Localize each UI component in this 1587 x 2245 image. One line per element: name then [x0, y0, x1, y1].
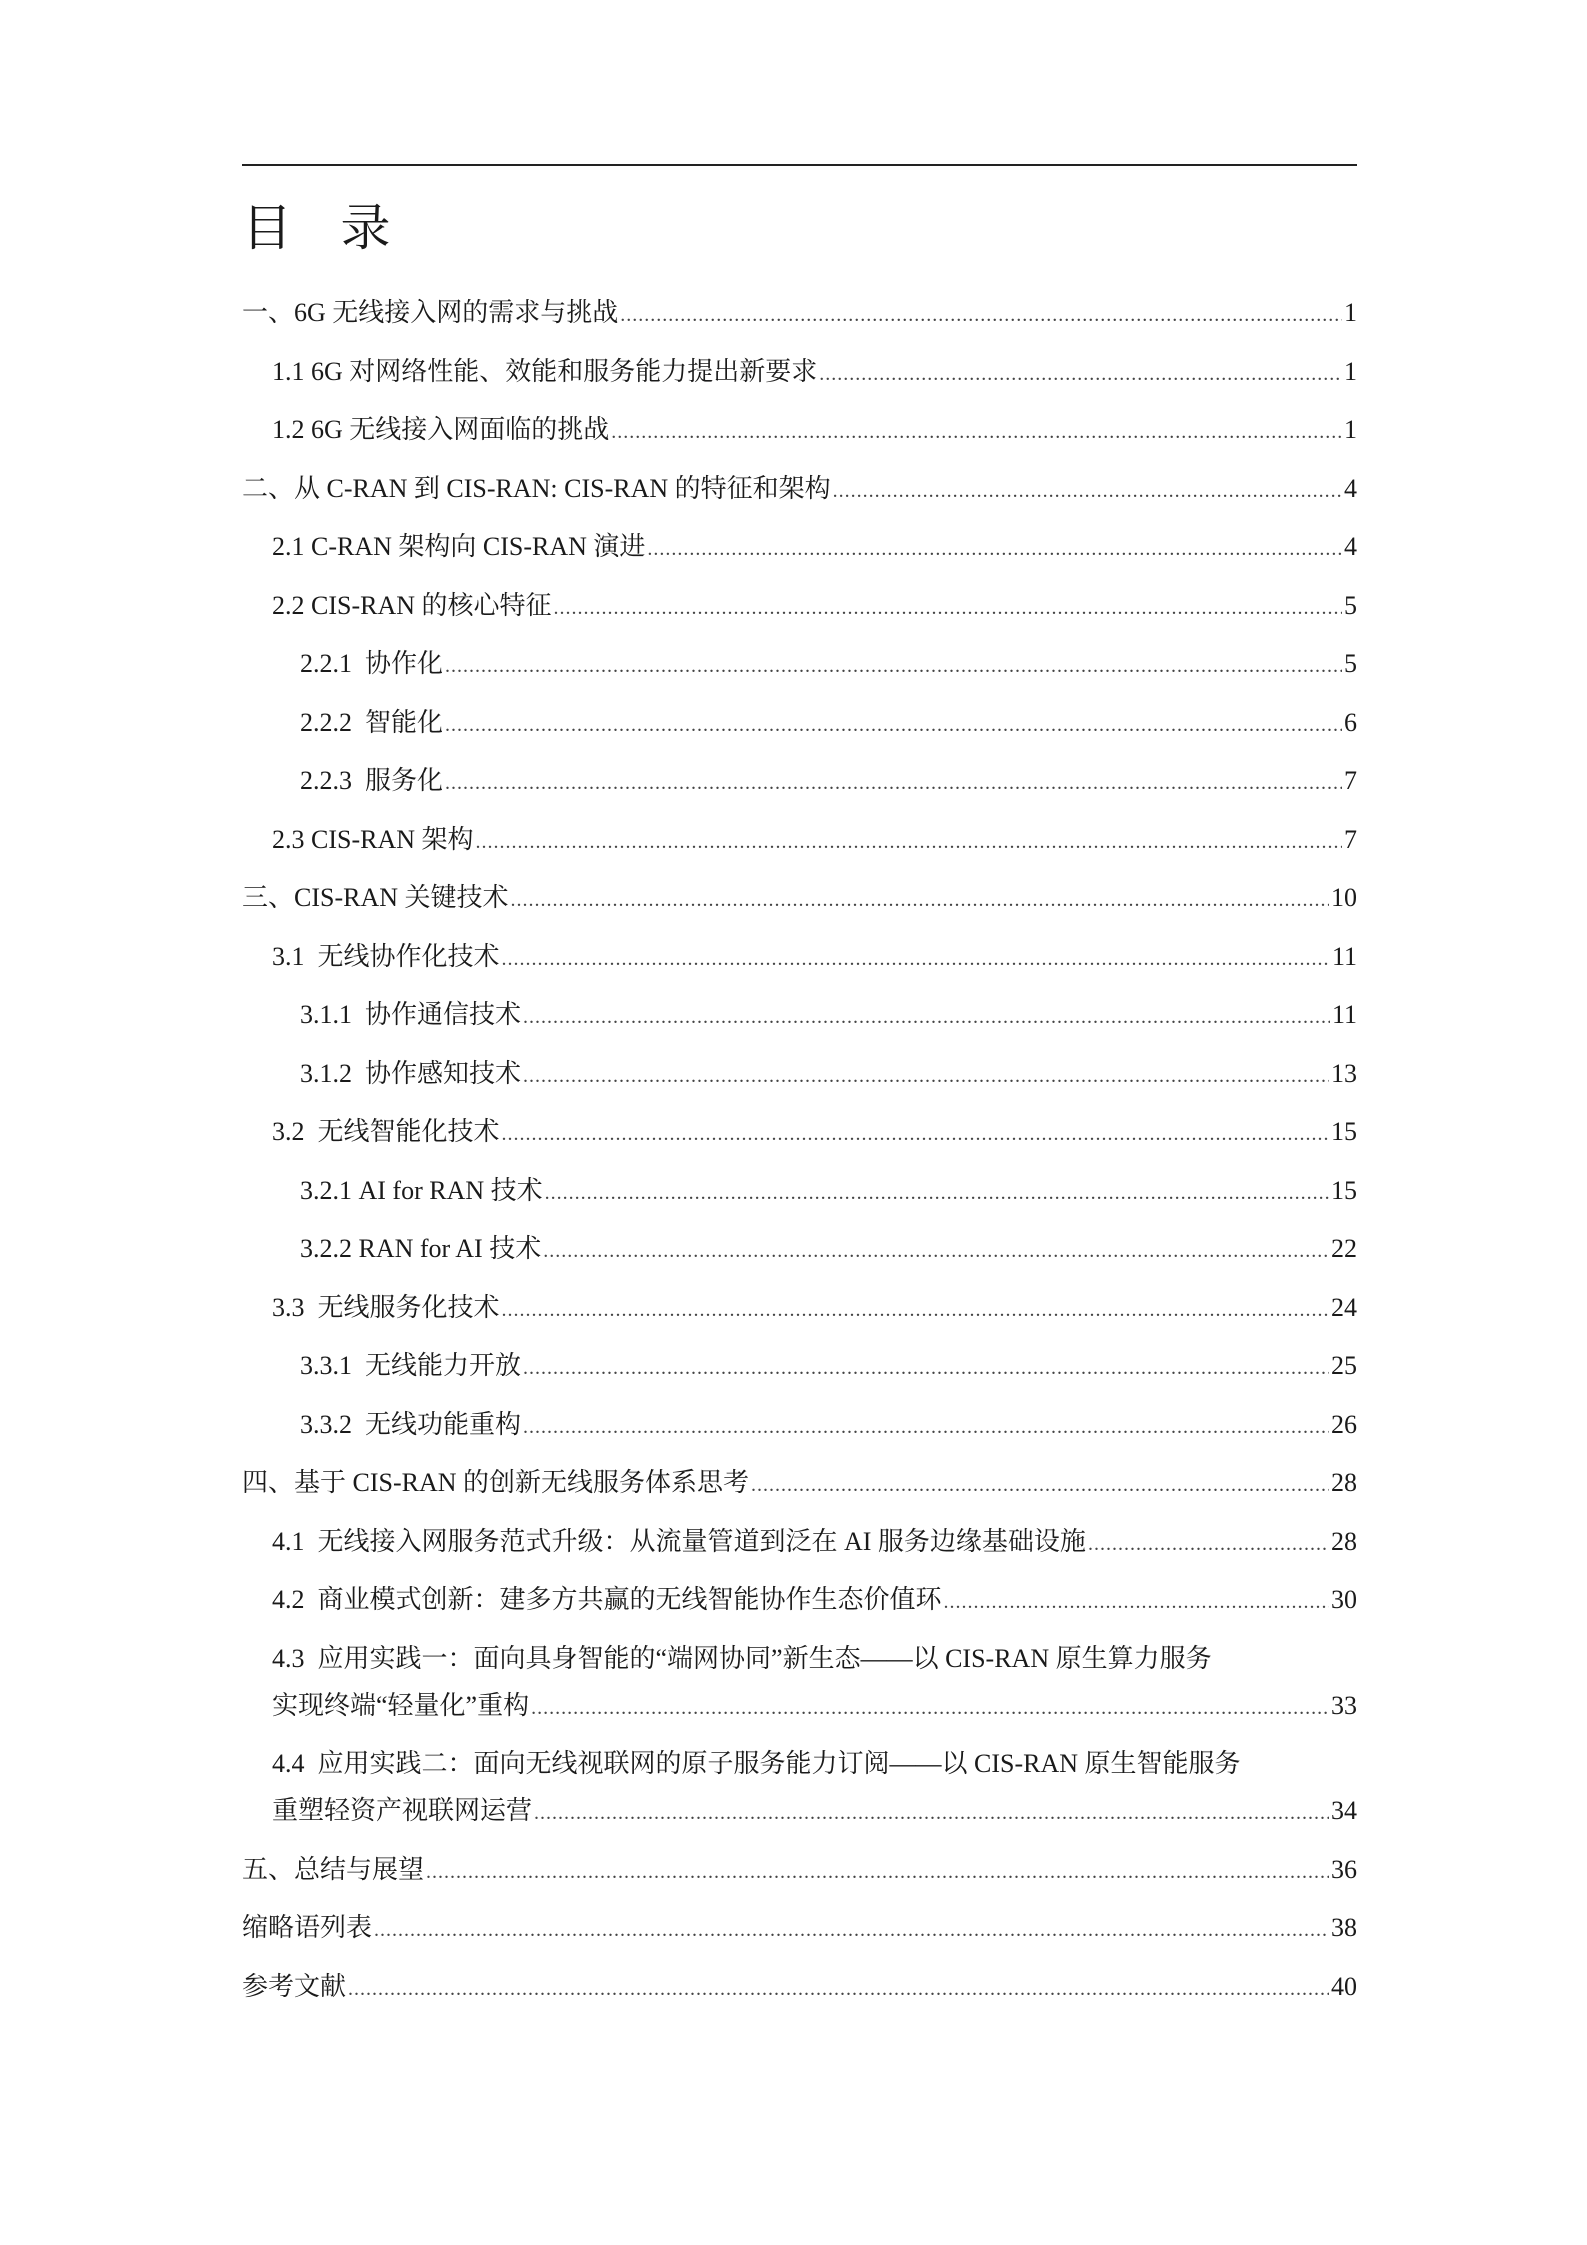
- toc-entry-number: 3.1.2: [300, 1058, 365, 1088]
- toc-entry[interactable]: [242, 877, 1357, 936]
- toc-entry-title: 应用实践二：面向无线视联网的原子服务能力订阅——以 CIS-RAN 原生智能服务: [317, 1749, 1241, 1778]
- toc-entry-title: 无线服务化技术: [317, 1292, 500, 1322]
- toc-entry[interactable]: [242, 1849, 1357, 1908]
- toc-leader-dots: [445, 762, 1342, 804]
- toc-entry[interactable]: [242, 760, 1357, 819]
- toc-leader-dots: [647, 528, 1342, 570]
- toc-leader-dots: [426, 1851, 1329, 1893]
- toc-entry[interactable]: [242, 1743, 1357, 1849]
- toc-entry-title-continued: 实现终端“轻量化”重构: [272, 1690, 530, 1720]
- toc-entry-page: 30: [1331, 1585, 1357, 1614]
- toc-entry-number: 五、: [242, 1854, 295, 1884]
- toc-entry-title: 6G 无线接入网的需求与挑战: [294, 298, 619, 327]
- toc-leader-dots: [534, 1792, 1329, 1834]
- toc-leader-dots: [374, 1909, 1329, 1951]
- toc-leader-dots: [348, 1968, 1329, 2010]
- toc-entry-number: 二、: [242, 473, 295, 503]
- toc-entry[interactable]: [242, 585, 1357, 644]
- toc-entry-title: 无线协作化技术: [317, 941, 500, 971]
- toc-entry[interactable]: [242, 468, 1357, 527]
- toc-entry[interactable]: [242, 1966, 1357, 2025]
- toc-entry-title: 商业模式创新：建多方共赢的无线智能协作生态价值环: [317, 1585, 942, 1614]
- toc-entry[interactable]: [242, 1404, 1357, 1463]
- toc-leader-dots: [833, 470, 1342, 512]
- toc-entry[interactable]: [242, 1111, 1357, 1170]
- toc-entry-page: 5: [1344, 649, 1357, 678]
- toc-entry-number: 3.1.1: [300, 1000, 365, 1029]
- toc-leader-dots: [531, 1687, 1329, 1729]
- toc-entry-page: 15: [1331, 1117, 1357, 1146]
- toc-entry-page: 7: [1344, 824, 1357, 854]
- toc-entry[interactable]: [242, 1228, 1357, 1287]
- toc-entry[interactable]: [242, 409, 1357, 468]
- toc-entry[interactable]: [242, 1579, 1357, 1638]
- toc-entry-page: 25: [1331, 1351, 1357, 1380]
- toc-entry-page: 33: [1331, 1690, 1357, 1720]
- toc-entry-page: 28: [1331, 1468, 1357, 1497]
- toc-entry-title: RAN for AI 技术: [358, 1234, 542, 1263]
- toc-leader-dots: [511, 879, 1329, 921]
- toc-entry[interactable]: [242, 1345, 1357, 1404]
- toc-entry-number: 一、: [242, 298, 295, 327]
- toc-entry-number: 2.1: [272, 532, 311, 561]
- toc-leader-dots: [620, 294, 1342, 336]
- toc-entry-title: 基于 CIS-RAN 的创新无线服务体系思考: [294, 1468, 750, 1497]
- toc-entry-title: 协作通信技术: [365, 1000, 522, 1029]
- toc-entry-number: 三、: [242, 883, 295, 912]
- toc-entry-number: 4.1: [272, 1526, 318, 1556]
- toc-entry[interactable]: [242, 994, 1357, 1053]
- toc-entry-title: 无线能力开放: [365, 1351, 522, 1380]
- toc-entry-number: 4.2: [272, 1585, 318, 1614]
- toc-entry[interactable]: [242, 936, 1357, 995]
- toc-leader-dots: [545, 1172, 1329, 1214]
- toc-entry-page: 34: [1331, 1796, 1357, 1825]
- toc-entry-number: 3.3.2: [300, 1409, 365, 1439]
- toc-entry[interactable]: [242, 819, 1357, 878]
- toc-list: [242, 292, 1357, 2024]
- toc-leader-dots: [502, 938, 1330, 980]
- toc-leader-dots: [944, 1581, 1329, 1623]
- toc-entry-number: 2.2.1: [300, 649, 365, 678]
- toc-entry-title: 总结与展望: [294, 1854, 425, 1884]
- toc-heading: 目 录: [242, 200, 409, 256]
- toc-entry-page: 6: [1344, 707, 1357, 737]
- toc-entry-title: 无线接入网服务范式升级：从流量管道到泛在 AI 服务边缘基础设施: [317, 1526, 1086, 1556]
- toc-entry[interactable]: [242, 1170, 1357, 1229]
- toc-entry-title: CIS-RAN 架构: [311, 824, 474, 854]
- toc-entry-number: 2.2.3: [300, 766, 365, 795]
- toc-leader-dots: [611, 411, 1342, 453]
- header-rule: [242, 164, 1357, 166]
- toc-entry[interactable]: [242, 643, 1357, 702]
- toc-entry[interactable]: [242, 1053, 1357, 1112]
- toc-entry-title-continued: 重塑轻资产视联网运营: [272, 1796, 533, 1825]
- toc-entry-title: C-RAN 架构向 CIS-RAN 演进: [311, 532, 646, 561]
- toc-entry-title: 协作感知技术: [365, 1058, 522, 1088]
- toc-leader-dots: [819, 353, 1342, 395]
- toc-entry-number: 3.2.1: [300, 1175, 359, 1205]
- toc-entry-title: 无线功能重构: [365, 1409, 522, 1439]
- toc-entry[interactable]: [242, 351, 1357, 410]
- toc-entry-page: 1: [1344, 356, 1357, 386]
- toc-entry[interactable]: [242, 1287, 1357, 1346]
- toc-entry-number: 3.3: [272, 1292, 318, 1322]
- toc-leader-dots: [476, 821, 1342, 863]
- toc-entry-number: 3.1: [272, 941, 318, 971]
- toc-entry-title: CIS-RAN 的核心特征: [311, 590, 552, 620]
- toc-entry[interactable]: [242, 1462, 1357, 1521]
- toc-entry-page: 10: [1331, 883, 1357, 912]
- toc-entry-page: 5: [1344, 590, 1357, 620]
- toc-leader-dots: [554, 587, 1342, 629]
- toc-entry-page: 11: [1331, 1000, 1357, 1029]
- toc-entry-page: 36: [1331, 1854, 1357, 1884]
- toc-leader-dots: [751, 1464, 1329, 1506]
- toc-entry-number: 2.2.2: [300, 707, 365, 737]
- toc-entry-title: 服务化: [365, 766, 444, 795]
- toc-entry-number: 3.2: [272, 1117, 318, 1146]
- toc-entry-title: 智能化: [365, 707, 444, 737]
- toc-entry-page: 1: [1344, 298, 1357, 327]
- toc-entry-title: 缩略语列表: [242, 1913, 373, 1942]
- toc-entry-title: CIS-RAN 关键技术: [294, 883, 509, 912]
- toc-entry-title: 应用实践一：面向具身智能的“端网协同”新生态——以 CIS-RAN 原生算力服务: [317, 1643, 1212, 1673]
- toc-leader-dots: [445, 704, 1342, 746]
- toc-entry-number: 1.1: [272, 356, 311, 386]
- toc-entry[interactable]: [242, 702, 1357, 761]
- toc-leader-dots: [1088, 1523, 1329, 1565]
- toc-entry-number: 3.3.1: [300, 1351, 365, 1380]
- toc-entry-title: 从 C-RAN 到 CIS-RAN: CIS-RAN 的特征和架构: [294, 473, 831, 503]
- toc-entry[interactable]: [242, 1638, 1357, 1744]
- toc-entry-page: 11: [1331, 941, 1357, 971]
- toc-entry-number: 4.3: [272, 1643, 318, 1673]
- toc-entry[interactable]: [242, 1521, 1357, 1580]
- toc-entry-title: 参考文献: [242, 1971, 347, 2001]
- toc-entry-page: 4: [1344, 532, 1357, 561]
- toc-leader-dots: [543, 1230, 1329, 1272]
- toc-leader-dots: [523, 996, 1330, 1038]
- toc-entry-page: 1: [1344, 415, 1357, 444]
- toc-entry-title: 6G 对网络性能、效能和服务能力提出新要求: [311, 356, 818, 386]
- toc-entry[interactable]: [242, 526, 1357, 585]
- toc-leader-dots: [523, 1055, 1329, 1097]
- toc-leader-dots: [502, 1113, 1329, 1155]
- toc-entry-page: 26: [1331, 1409, 1357, 1439]
- toc-leader-dots: [445, 645, 1342, 687]
- toc-entry-page: 13: [1331, 1058, 1357, 1088]
- toc-entry-number: 3.2.2: [300, 1234, 359, 1263]
- toc-entry[interactable]: [242, 292, 1357, 351]
- toc-entry-number: 4.4: [272, 1749, 318, 1778]
- toc-entry-title: 无线智能化技术: [317, 1117, 500, 1146]
- toc-entry-page: 15: [1331, 1175, 1357, 1205]
- toc-entry-page: 7: [1344, 766, 1357, 795]
- toc-entry[interactable]: [242, 1907, 1357, 1966]
- toc-entry-title: 6G 无线接入网面临的挑战: [311, 415, 610, 444]
- toc-leader-dots: [502, 1289, 1329, 1331]
- toc-entry-title: AI for RAN 技术: [358, 1175, 543, 1205]
- toc-leader-dots: [523, 1406, 1329, 1448]
- toc-entry-number: 1.2: [272, 415, 311, 444]
- toc-entry-number: 2.2: [272, 590, 311, 620]
- toc-entry-number: 2.3: [272, 824, 311, 854]
- toc-entry-page: 28: [1331, 1526, 1357, 1556]
- toc-entry-page: 22: [1331, 1234, 1357, 1263]
- toc-entry-page: 38: [1331, 1913, 1357, 1942]
- toc-entry-page: 24: [1331, 1292, 1357, 1322]
- toc-entry-page: 40: [1331, 1971, 1357, 2001]
- toc-entry-page: 4: [1344, 473, 1357, 503]
- toc-entry-title: 协作化: [365, 649, 444, 678]
- toc-entry-number: 四、: [242, 1468, 295, 1497]
- toc-leader-dots: [523, 1347, 1329, 1389]
